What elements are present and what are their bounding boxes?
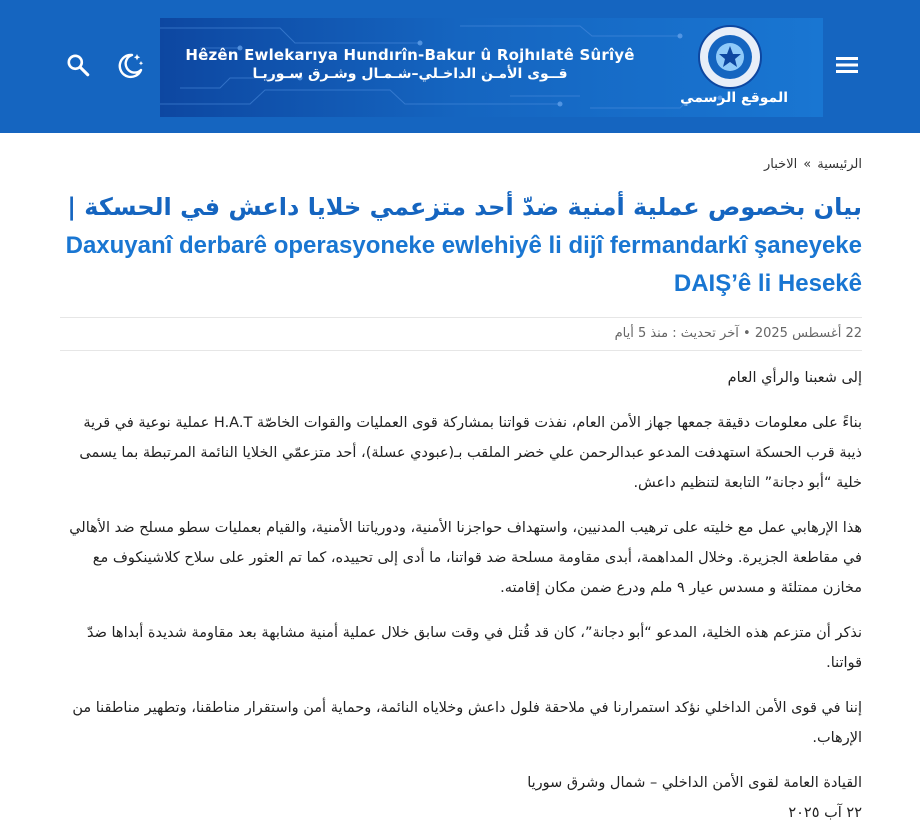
search-button[interactable]: [58, 45, 98, 85]
paragraph-1: بناءً على معلومات دقيقة جمعها جهاز الأمن العام، نفذت قواتنا بمشاركة قوى العمليات والقوات الخاصّة H.A.T عملية نوعية في قرية ذيبة قرب الحسكة استهدفت المدعو عبدالرحمن علي خضر الملقب بـ(عبودي عسلة)، أحد متزعمّي الخلايا النائمة المرتبطة بما يسمى خلية “أبو دجانة” التابعة لتنظيم داعش.: [79, 415, 862, 491]
greeting: إلى شعبنا والرأي العام: [727, 370, 862, 386]
signature-date: ٢٢ آب ٢٠٢٥: [788, 805, 862, 821]
article-title-kurdish: Daxuyanî derbarê operasyoneke ewlehiyê li dijî fermandarkî şaneyeke DAIŞ’ê li Hesekê: [65, 232, 862, 297]
article-body: [60, 363, 862, 828]
security-forces-emblem: [692, 24, 768, 90]
menu-button[interactable]: [827, 45, 867, 85]
last-updated: آخر تحديث : منذ 5 أيام: [614, 326, 739, 341]
breadcrumb-home-link[interactable]: الرئيسية: [817, 157, 862, 172]
article-meta: [60, 317, 862, 351]
banner-official-site: الموقع الرسمي: [680, 90, 788, 106]
article-title-arabic: بيان بخصوص عملية أمنية ضدّ أحد متزعمي خلايا داعش في الحسكة |: [67, 193, 862, 221]
night-mode-icon: [115, 50, 145, 80]
paragraph-4: إننا في قوى الأمن الداخلي نؤكد استمرارنا في ملاحقة فلول داعش وخلاياه النائمة، وحماية أمن واستقرار مناطقنا، وتطهير مناطقنا من الإرهاب.: [72, 700, 862, 746]
top-bar: [0, 0, 920, 133]
menu-icon: [834, 54, 860, 76]
paragraph-3: نذكر أن متزعم هذه الخلية، المدعو “أبو دجانة”، كان قد قُتل في وقت سابق خلال عملية أمنية مشابهة بعد مقاومة شديدة أبداها ضدّ قواتنا.: [86, 625, 862, 671]
paragraph-2: هذا الإرهابي عمل مع خليته على ترهيب المدنيين، واستهداف حواجزنا الأمنية، ودورياتنا الأمنية، والقيام بعمليات سطو مسلح ضد الأهالي في مقاطعة الجزيرة. وخلال المداهمة، أبدى مقاومة مسلحة ضد قواتنا، ما أدى إلى تحييده، كما تم العثور على سلاح كلاشينكوف مع مخازن ممتلئة و مسدس عيار ٩ ملم ودرع ضمن مكان إقامته.: [69, 520, 862, 596]
banner-title-kurdish: Hêzên Ewlekarıya Hundırîn-Bakur û Rojhılatê Sûrîyê: [185, 46, 635, 64]
meta-bullet: •: [743, 326, 751, 341]
search-icon: [65, 52, 91, 78]
breadcrumb-news-link[interactable]: الاخبار: [764, 157, 798, 172]
banner-title-arabic: قــوى الأمـن الداخـلي–شـمـال وشـرق سـوريـا: [252, 66, 568, 82]
breadcrumb: [60, 157, 862, 175]
publish-date: 22 أغسطس 2025: [754, 326, 862, 341]
site-banner[interactable]: [160, 18, 823, 117]
article: [60, 133, 862, 828]
theme-toggle-button[interactable]: [110, 45, 150, 85]
signature: القيادة العامة لقوى الأمن الداخلي – شمال وشرق سوريا: [527, 775, 862, 791]
breadcrumb-separator: »: [803, 157, 812, 172]
